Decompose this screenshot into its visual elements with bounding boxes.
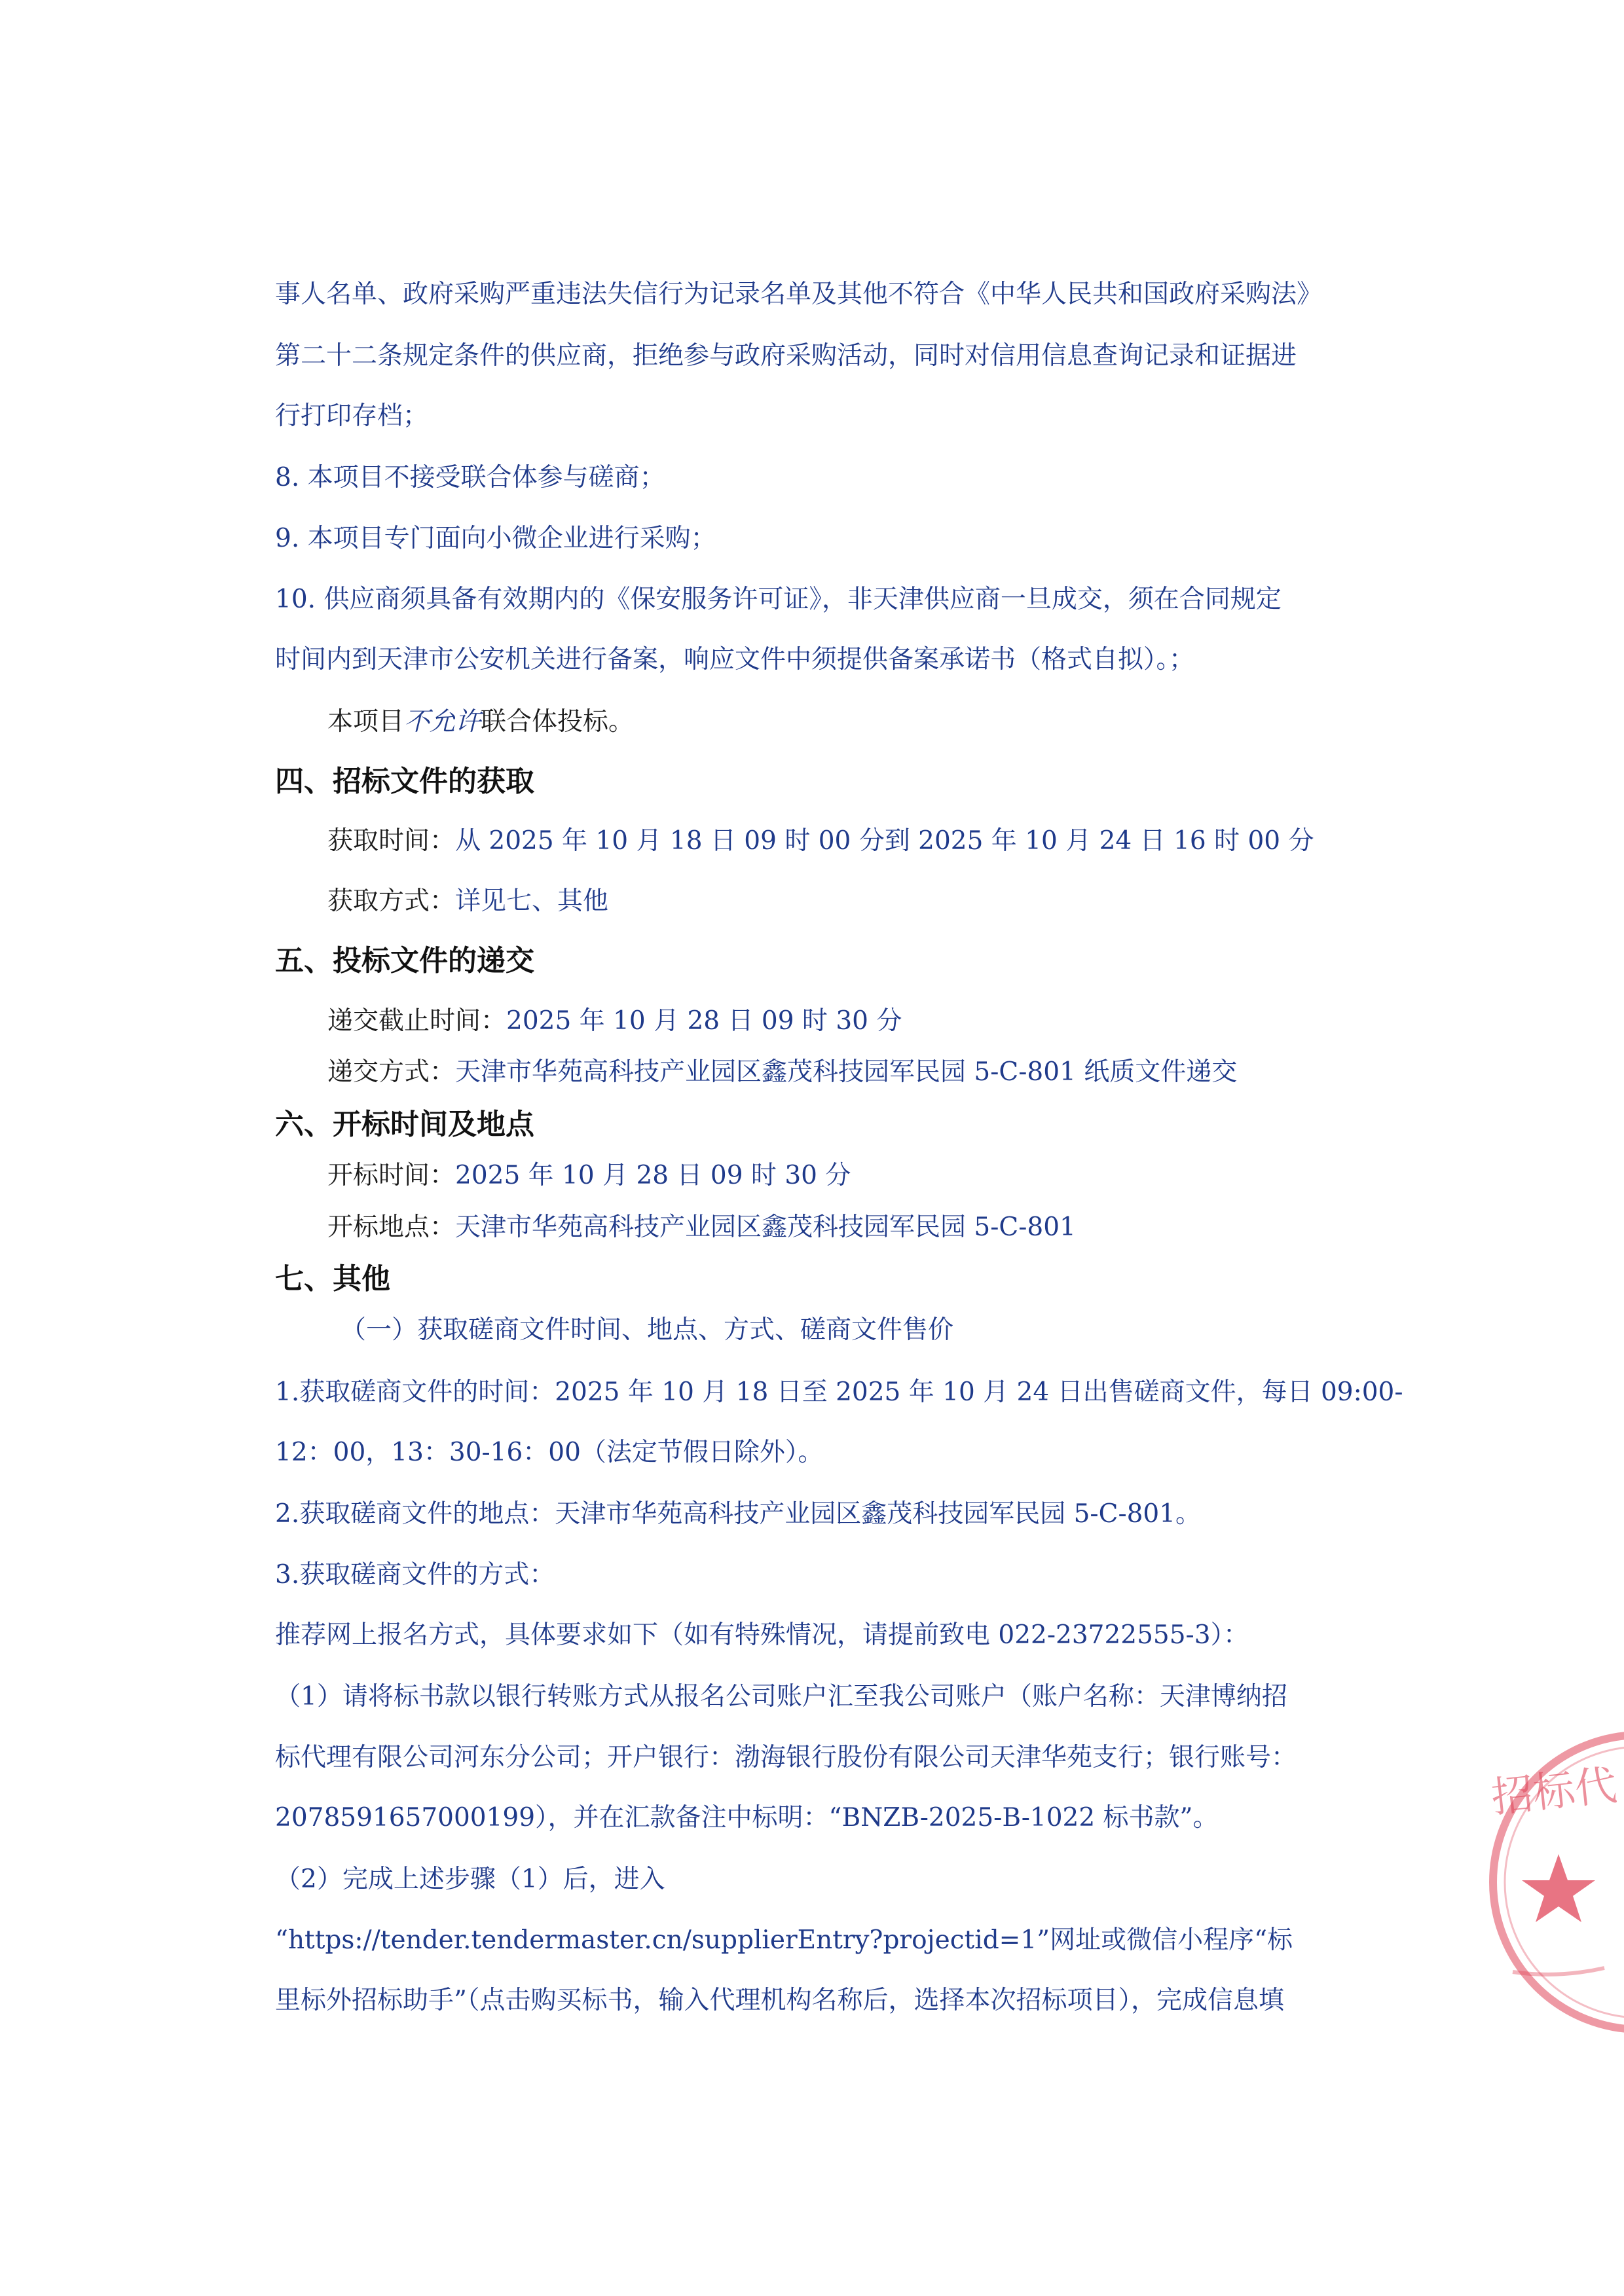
list-item-8: 8. 本项目不接受联合体参与磋商； — [275, 463, 665, 492]
s7-step-2: （2）完成上述步骤（1）后，进入 — [275, 1865, 665, 1894]
s6-time-label: 开标时间： — [327, 1161, 456, 1190]
s5-method-value: 天津市华苑高科技产业园区鑫茂科技园军民园 5-C-801 纸质文件递交 — [455, 1057, 1238, 1087]
company-seal-stamp — [1486, 1728, 1624, 2036]
s4-method-row — [327, 888, 608, 914]
consortium-note-suffix: 联合体投标。 — [481, 707, 635, 737]
s7-url-line: “https://tender.tendermaster.cn/supplierEntry?projectid=1”网址或微信小程序“标 — [275, 1925, 1293, 1955]
section-5-heading: 五、投标文件的递交 — [275, 944, 534, 977]
s7-step-1-cont: 2078591657000199），并在汇款备注中标明：“BNZB-2025-B-1022 标书款”。 — [275, 1803, 1219, 1832]
s4-time-value: 从 2025 年 10 月 18 日 09 时 00 分到 2025 年 10 月 24 日 16 时 00 分 — [455, 826, 1314, 856]
list-item-9: 9. 本项目专门面向小微企业进行采购； — [275, 524, 716, 553]
s5-method-row — [327, 1059, 1237, 1085]
s6-time-row — [327, 1163, 851, 1188]
seal-star-icon — [1522, 1854, 1595, 1922]
section-7-heading: 七、其他 — [275, 1262, 390, 1296]
s7-item-3: 3.获取磋商文件的方式： — [275, 1560, 555, 1590]
s4-method-value: 详见七、其他 — [455, 886, 609, 916]
consortium-note — [327, 709, 634, 735]
consortium-note-not-allowed: 不允许 — [404, 707, 481, 737]
s5-method-label: 递交方式： — [327, 1057, 456, 1087]
s6-time-value: 2025 年 10 月 28 日 09 时 30 分 — [455, 1161, 851, 1190]
s7-item-1: 1.获取磋商文件的时间：2025 年 10 月 18 日至 2025 年 10 月 24 日出售磋商文件，每日 09:00- — [275, 1377, 1403, 1407]
s7-subheading: （一）获取磋商文件时间、地点、方式、磋商文件售价 — [341, 1315, 954, 1345]
body-line: 第二十二条规定条件的供应商，拒绝参与政府采购活动，同时对信用信息查询记录和证据进 — [275, 341, 1297, 371]
s6-place-row — [327, 1214, 1076, 1240]
s7-miniprogram-line: 里标外招标助手”（点击购买标书，输入代理机构名称后，选择本次招标项目），完成信息填 — [275, 1986, 1284, 2015]
s7-item-1-cont: 12：00，13：30-16：00（法定节假日除外）。 — [275, 1438, 824, 1467]
section-6-heading: 六、开标时间及地点 — [275, 1108, 534, 1141]
s6-place-label: 开标地点： — [327, 1212, 456, 1242]
seal-text: 招标代 — [1488, 1761, 1619, 1823]
s4-time-label: 获取时间： — [327, 826, 456, 856]
s7-step-1-cont: 标代理有限公司河东分公司；开户银行：渤海银行股份有限公司天津华苑支行；银行账号： — [275, 1743, 1297, 1772]
s7-online-signup: 推荐网上报名方式，具体要求如下（如有特殊情况，请提前致电 022-23722555-3）： — [275, 1620, 1249, 1650]
s5-deadline-label: 递交截止时间： — [327, 1006, 507, 1036]
s7-step-1: （1）请将标书款以银行转账方式从报名公司账户汇至我公司账户（账户名称：天津博纳招 — [275, 1682, 1287, 1711]
s4-method-label: 获取方式： — [327, 886, 456, 916]
s5-deadline-value: 2025 年 10 月 28 日 09 时 30 分 — [506, 1006, 902, 1036]
section-4-heading: 四、招标文件的获取 — [275, 765, 534, 798]
consortium-note-prefix: 本项目 — [327, 707, 405, 737]
s4-time-row — [327, 828, 1314, 854]
s7-item-2: 2.获取磋商文件的地点：天津市华苑高科技产业园区鑫茂科技园军民园 5-C-801。 — [275, 1499, 1202, 1529]
s6-place-value: 天津市华苑高科技产业园区鑫茂科技园军民园 5-C-801 — [455, 1212, 1076, 1242]
s5-deadline-row — [327, 1008, 902, 1034]
body-line: 行打印存档； — [275, 401, 429, 431]
body-line: 时间内到天津市公安机关进行备案，响应文件中须提供备案承诺书（格式自拟）。； — [275, 645, 1195, 674]
body-line: 事人名单、政府采购严重违法失信行为记录名单及其他不符合《中华人民共和国政府采购法》 — [275, 280, 1323, 309]
list-item-10: 10. 供应商须具备有效期内的《保安服务许可证》，非天津供应商一旦成交，须在合同规定 — [275, 585, 1282, 614]
